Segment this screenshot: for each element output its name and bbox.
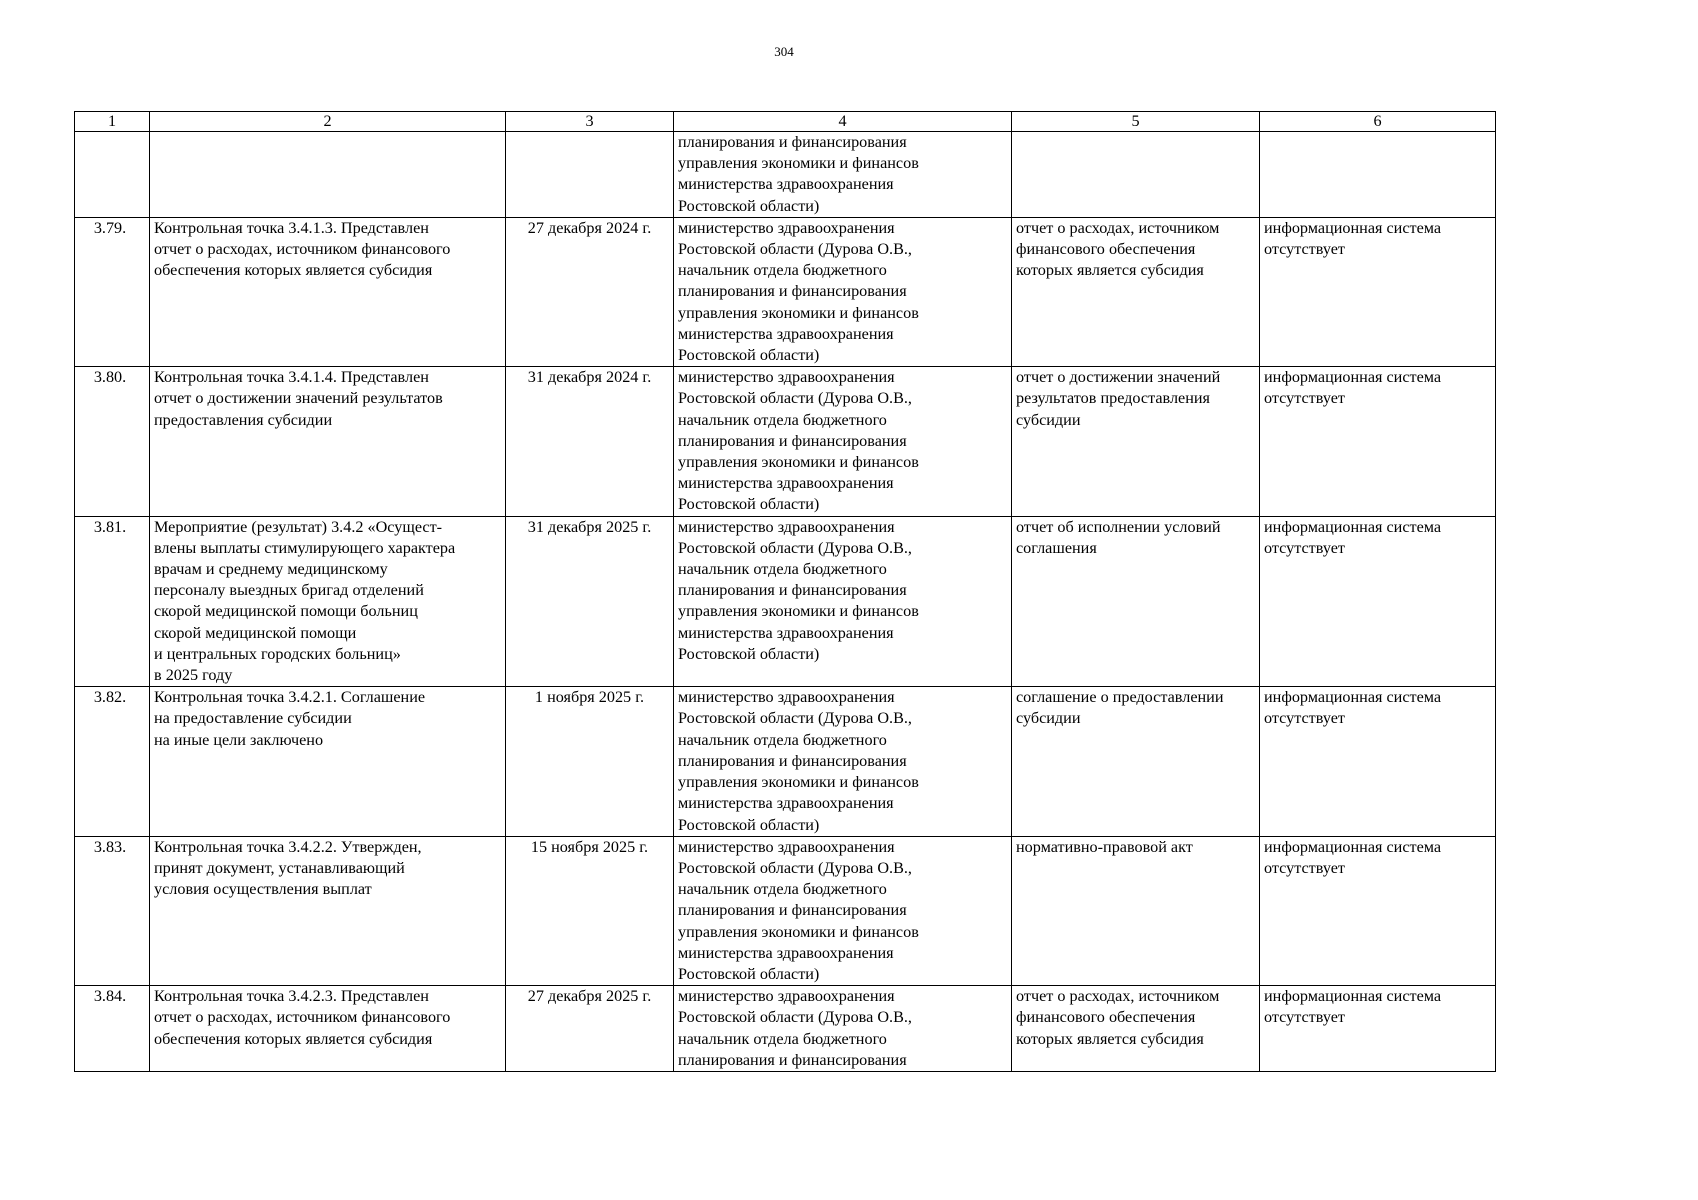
- responsible-text: министерство здравоохранения Ростовской области (Дурова О.В., начальник отдела бюджетного планирования и финансирования управления экономики и финансов министерства здравоохранения Ростовской области): [678, 837, 919, 983]
- document-text: отчет о расходах, источником финансового обеспечения которых является субсидия: [1016, 218, 1220, 280]
- event-text: Контрольная точка 3.4.2.1. Соглашение на предоставление субсидии на иные цели заключено: [154, 688, 426, 749]
- row-number-cell: [75, 836, 150, 985]
- event-cell: [150, 687, 506, 836]
- event-text: Мероприятие (результат) 3.4.2 «Осущест- влены выплаты стимулирующего характера врачам и среднему медицинскому персоналу выездных бригад отделений скорой медицинской помощи больниц скорой медицинской помощи и центральных городских больниц» в 2025 году: [154, 517, 456, 685]
- system-text: информационная система отсутствует: [1264, 987, 1442, 1027]
- system-text: информационная система отсутствует: [1264, 517, 1442, 557]
- responsible-cell: [674, 986, 1012, 1072]
- system-cell: [1260, 836, 1496, 985]
- column-header: 1: [75, 112, 150, 132]
- responsible-cell: [674, 516, 1012, 687]
- date-cell: [506, 217, 674, 366]
- responsible-text: министерство здравоохранения Ростовской области (Дурова О.В., начальник отдела бюджетного планирования и финансирования управления экономики и финансов министерства здравоохранения Ростовской области): [678, 218, 919, 365]
- event-cell: [150, 836, 506, 985]
- date-cell: [506, 687, 674, 836]
- system-text: информационная система отсутствует: [1264, 837, 1442, 877]
- document-text: соглашение о предоставлении субсидии: [1016, 688, 1224, 728]
- row-number-cell: [75, 516, 150, 687]
- row-number-cell: [75, 132, 150, 218]
- row-number: 3.82.: [93, 688, 127, 707]
- system-cell: [1260, 367, 1496, 516]
- deadline-date: 27 декабря 2025 г.: [527, 987, 652, 1006]
- column-header: 3: [506, 112, 674, 132]
- date-cell: [506, 986, 674, 1072]
- date-cell: [506, 132, 674, 218]
- table-row: [75, 516, 1496, 687]
- column-header: 4: [674, 112, 1012, 132]
- deadline-date: 31 декабря 2024 г.: [527, 368, 652, 387]
- table-row: [75, 217, 1496, 366]
- system-cell: [1260, 516, 1496, 687]
- row-number-cell: [75, 217, 150, 366]
- responsible-text: министерство здравоохранения Ростовской области (Дурова О.В., начальник отдела бюджетного планирования и финансирования управления экономики и финансов министерства здравоохранения Ростовской области): [678, 688, 919, 834]
- system-cell: [1260, 217, 1496, 366]
- row-number: 3.84.: [93, 987, 127, 1006]
- responsible-text: министерство здравоохранения Ростовской области (Дурова О.В., начальник отдела бюджетного планирования и финансирования: [678, 987, 912, 1069]
- deadline-date: 27 декабря 2024 г.: [527, 218, 652, 237]
- column-header: 2: [150, 112, 506, 132]
- system-cell: [1260, 132, 1496, 218]
- column-header: 5: [1012, 112, 1260, 132]
- table-row: [75, 986, 1496, 1072]
- system-cell: [1260, 986, 1496, 1072]
- document-cell: [1012, 836, 1260, 985]
- column-header: 6: [1260, 112, 1496, 132]
- document-text: отчет о достижении значений результатов предоставления субсидии: [1016, 368, 1221, 429]
- document-text: отчет о расходах, источником финансового обеспечения которых является субсидия: [1016, 987, 1220, 1048]
- responsible-cell: [674, 836, 1012, 985]
- deadline-date: 1 ноября 2025 г.: [534, 688, 645, 707]
- table-row: [75, 132, 1496, 218]
- row-number-cell: [75, 986, 150, 1072]
- control-points-table: [74, 111, 1496, 1072]
- responsible-cell: [674, 367, 1012, 516]
- event-text: Контрольная точка 3.4.1.3. Представлен отчет о расходах, источником финансового обеспечения которых является субсидия: [154, 218, 451, 280]
- event-cell: [150, 367, 506, 516]
- row-number: 3.81.: [93, 517, 127, 536]
- responsible-text: министерство здравоохранения Ростовской области (Дурова О.В., начальник отдела бюджетного планирования и финансирования управления экономики и финансов министерства здравоохранения Ростовской области): [678, 368, 919, 514]
- row-number: 3.79.: [93, 218, 127, 237]
- date-cell: [506, 516, 674, 687]
- system-text: информационная система отсутствует: [1264, 368, 1442, 408]
- responsible-text: министерство здравоохранения Ростовской области (Дурова О.В., начальник отдела бюджетного планирования и финансирования управления экономики и финансов министерства здравоохранения Ростовской области): [678, 517, 919, 663]
- table-row: [75, 687, 1496, 836]
- document-cell: [1012, 986, 1260, 1072]
- document-cell: [1012, 367, 1260, 516]
- date-cell: [506, 367, 674, 516]
- event-text: Контрольная точка 3.4.2.2. Утвержден, принят документ, устанавливающий условия осуществления выплат: [154, 837, 422, 899]
- event-cell: [150, 132, 506, 218]
- document-text: нормативно-правовой акт: [1016, 837, 1193, 856]
- deadline-date: 15 ноября 2025 г.: [530, 837, 649, 856]
- responsible-cell: [674, 687, 1012, 836]
- responsible-text: планирования и финансирования управления экономики и финансов министерства здравоохранения Ростовской области): [678, 133, 919, 215]
- deadline-date: 31 декабря 2025 г.: [527, 517, 652, 536]
- table-header-row: [75, 112, 1496, 132]
- system-text: информационная система отсутствует: [1264, 218, 1442, 259]
- responsible-cell: [674, 217, 1012, 366]
- page-number: 304: [774, 44, 794, 59]
- row-number-cell: [75, 687, 150, 836]
- event-text: Контрольная точка 3.4.2.3. Представлен отчет о расходах, источником финансового обеспечения которых является субсидия: [154, 987, 451, 1048]
- document-text: отчет об исполнении условий соглашения: [1016, 517, 1221, 557]
- event-cell: [150, 986, 506, 1072]
- document-cell: [1012, 687, 1260, 836]
- event-text: Контрольная точка 3.4.1.4. Представлен отчет о достижении значений результатов предоставления субсидии: [154, 368, 443, 429]
- document-cell: [1012, 217, 1260, 366]
- document-cell: [1012, 516, 1260, 687]
- table-row: [75, 836, 1496, 985]
- document-cell: [1012, 132, 1260, 218]
- responsible-cell: [674, 132, 1012, 218]
- event-cell: [150, 217, 506, 366]
- row-number: 3.83.: [93, 837, 127, 856]
- event-cell: [150, 516, 506, 687]
- date-cell: [506, 836, 674, 985]
- row-number: 3.80.: [93, 368, 127, 387]
- row-number-cell: [75, 367, 150, 516]
- system-text: информационная система отсутствует: [1264, 688, 1442, 728]
- table-row: [75, 367, 1496, 516]
- system-cell: [1260, 687, 1496, 836]
